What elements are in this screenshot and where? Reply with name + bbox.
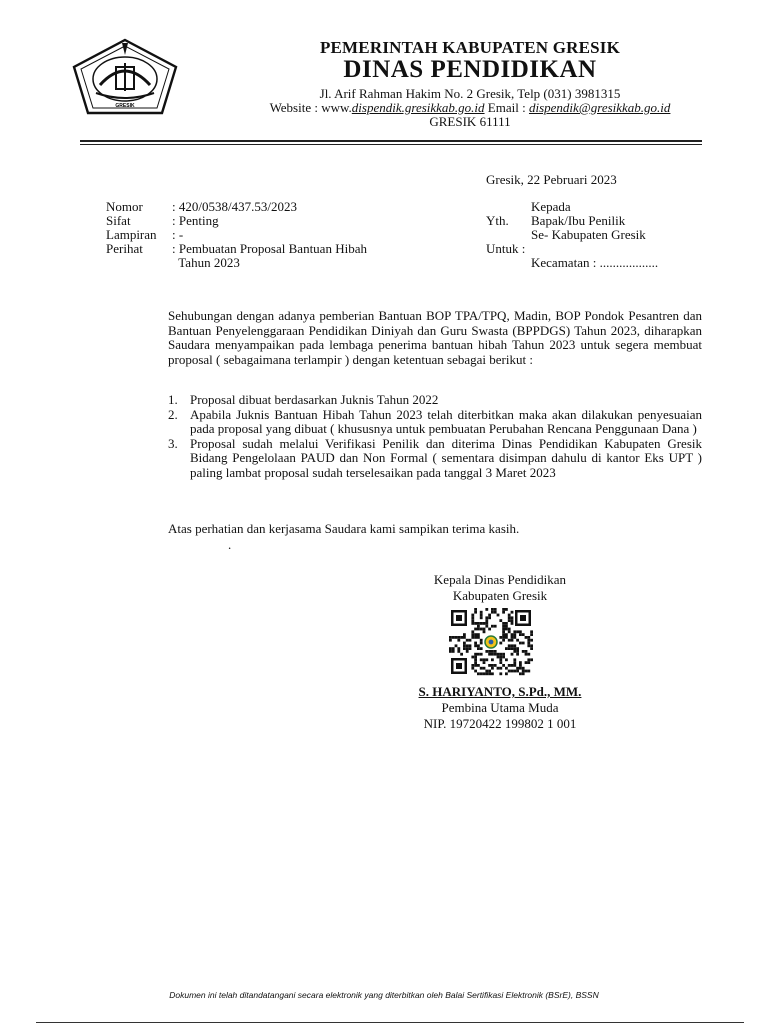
footer-note: Dokumen ini telah ditandatangani secara elektronik yang diterbitkan oleh Balai Sertifikasi Elektronik (BSrE), BSSN (169, 990, 599, 1000)
list-text: Proposal sudah melalui Verifikasi Penilik dan diterima Dinas Pendidikan Kabupaten Gresik Bidang Pengelolaan PAUD dan Non Formal ( sementara disimpan dahulu di kantor Eks UPT ) paling lambat proposal sudah terselesaikan pada tanggal 3 Maret 2023 (190, 435, 702, 480)
meta-value: Tahun 2023 (172, 255, 240, 270)
intro-paragraph: Sehubungan dengan adanya pemberian Bantuan BOP TPA/TPQ, Madin, BOP Pondok Pesantren dan Bantuan Penyelenggaraan Pendidikan Diniyah dan Guru Swasta (BPPDGS) Tahun 2023, diharapkan Saudara menyampaikan pada lembaga penerima bantuan hibah Tahun 2023 untuk segera membuat proposal ( sebagaimana terlampir ) dengan ketentuan sebagai berikut : (168, 308, 702, 367)
closing-sentence: Atas perhatian dan kerjasama Saudara kami sampikan terima kasih. (168, 521, 520, 536)
requirements-list (168, 393, 702, 480)
signer-title-1: Kepala Dinas Pendidikan (433, 572, 567, 587)
website-prefix: Website : www. (269, 100, 352, 115)
meta-label: Perihat (106, 241, 143, 256)
recipient-line1: Bapak/Ibu Penilik (531, 213, 626, 228)
list-text: Proposal dibuat berdasarkan Juknis Tahun 2022 (190, 392, 439, 407)
recipient-line2: Se- Kabupaten Gresik (531, 227, 646, 242)
letterhead-rule (80, 140, 702, 142)
stray-dot: . (228, 537, 232, 552)
meta-value: : Pembuatan Proposal Bantuan Hibah (172, 241, 367, 256)
email-link[interactable]: dispendik@gresikkab.go.id (528, 100, 671, 115)
signer-rank: Pembina Utama Muda (441, 700, 559, 715)
footer-rule (36, 1022, 744, 1023)
letter-date: Gresik, 22 Pebruari 2023 (486, 172, 617, 187)
meta-label: Lampiran (106, 227, 157, 242)
list-item (168, 408, 702, 437)
regency-logo (70, 37, 180, 117)
recipient-yth: Yth. (486, 213, 509, 228)
signer-name: S. HARIYANTO, S.Pd., MM. (418, 684, 582, 699)
recipient-kepada: Kepada (531, 199, 571, 214)
logo-caption: GRESIK (115, 103, 135, 109)
meta-value: : 420/0538/437.53/2023 (172, 199, 297, 214)
city-zip: GRESIK 61111 (429, 114, 511, 129)
recipient-kecamatan: Kecamatan : .................. (531, 255, 659, 270)
meta-value: : - (172, 227, 184, 242)
letterhead-rule-thin (80, 144, 702, 145)
meta-value: : Penting (172, 213, 219, 228)
address-line: Jl. Arif Rahman Hakim No. 2 Gresik, Telp (031) 3981315 (319, 86, 621, 101)
list-text: Apabila Juknis Bantuan Hibah Tahun 2023 telah diterbitkan maka akan dilakukan penyesuaian pada proposal yang dibuat ( khususnya untuk pembuatan Perubahan Rencana Penggunaan Dana ) (190, 406, 702, 436)
meta-label: Nomor (106, 199, 143, 214)
signer-title-2: Kabupaten Gresik (452, 588, 548, 603)
email-label: Email : (484, 100, 529, 115)
recipient-untuk: Untuk : (486, 241, 526, 256)
list-number: 3. (168, 435, 178, 451)
meta-label: Sifat (106, 213, 131, 228)
list-item (168, 437, 702, 481)
org-name: PEMERINTAH KABUPATEN GRESIK (319, 38, 621, 57)
dept-name: DINAS PENDIDIKAN (343, 56, 597, 83)
list-number: 1. (168, 392, 178, 407)
qr-code-signature (449, 608, 533, 676)
list-number: 2. (168, 406, 178, 422)
website-link[interactable]: dispendik.gresikkab.go.id (351, 100, 485, 115)
list-item (168, 393, 702, 408)
signer-nip: NIP. 19720422 199802 1 001 (423, 716, 577, 731)
